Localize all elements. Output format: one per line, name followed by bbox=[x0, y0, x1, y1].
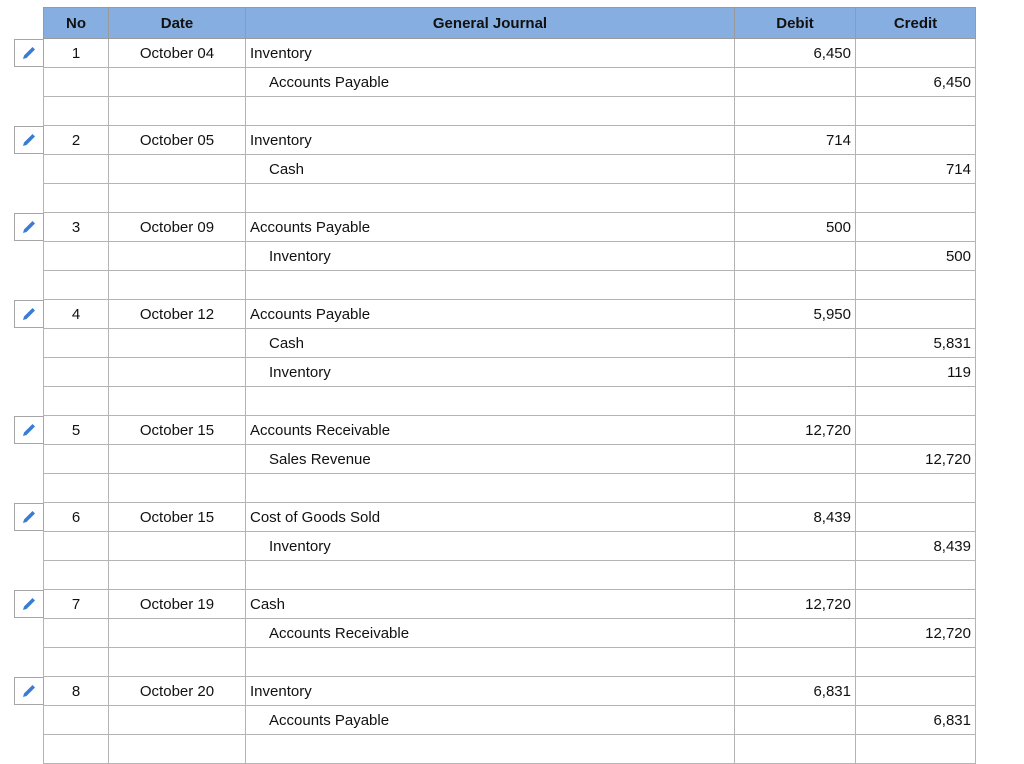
entry-number-cell: 6 bbox=[44, 503, 109, 532]
blank-row bbox=[44, 561, 976, 590]
empty-cell bbox=[735, 735, 856, 764]
entry-number-cell bbox=[44, 329, 109, 358]
blank-row bbox=[44, 387, 976, 416]
journal-row bbox=[44, 445, 976, 474]
debit-account-cell: Inventory bbox=[246, 126, 735, 155]
empty-cell bbox=[735, 561, 856, 590]
credit-amount-cell: 12,720 bbox=[856, 445, 976, 474]
empty-cell bbox=[44, 648, 109, 677]
credit-account-cell: Accounts Receivable bbox=[246, 619, 735, 648]
journal-row bbox=[44, 300, 976, 329]
debit-account-cell: Inventory bbox=[246, 677, 735, 706]
credit-amount-cell bbox=[856, 503, 976, 532]
debit-amount-cell bbox=[735, 68, 856, 97]
empty-cell bbox=[44, 271, 109, 300]
journal-row bbox=[44, 619, 976, 648]
empty-cell bbox=[246, 474, 735, 503]
journal-row bbox=[44, 126, 976, 155]
entry-number-cell bbox=[44, 532, 109, 561]
credit-amount-cell bbox=[856, 213, 976, 242]
journal-row bbox=[44, 155, 976, 184]
entry-date-cell: October 15 bbox=[109, 416, 246, 445]
empty-cell bbox=[735, 648, 856, 677]
empty-cell bbox=[246, 184, 735, 213]
empty-cell bbox=[735, 271, 856, 300]
empty-cell bbox=[109, 561, 246, 590]
empty-cell bbox=[246, 735, 735, 764]
empty-cell bbox=[856, 97, 976, 126]
empty-cell bbox=[109, 184, 246, 213]
entry-date-cell bbox=[109, 445, 246, 474]
entry-number-cell: 3 bbox=[44, 213, 109, 242]
edit-entry-button[interactable] bbox=[14, 300, 44, 328]
entry-date-cell: October 15 bbox=[109, 503, 246, 532]
debit-account-cell: Cost of Goods Sold bbox=[246, 503, 735, 532]
entry-date-cell bbox=[109, 358, 246, 387]
empty-cell bbox=[856, 648, 976, 677]
credit-amount-cell bbox=[856, 677, 976, 706]
empty-cell bbox=[735, 474, 856, 503]
header-row bbox=[44, 8, 976, 39]
debit-amount-cell bbox=[735, 242, 856, 271]
empty-cell bbox=[44, 735, 109, 764]
empty-cell bbox=[735, 387, 856, 416]
credit-account-cell: Cash bbox=[246, 329, 735, 358]
entry-date-cell: October 05 bbox=[109, 126, 246, 155]
empty-cell bbox=[856, 184, 976, 213]
journal-row bbox=[44, 532, 976, 561]
debit-amount-cell: 12,720 bbox=[735, 416, 856, 445]
debit-amount-cell bbox=[735, 155, 856, 184]
credit-amount-cell bbox=[856, 39, 976, 68]
empty-cell bbox=[246, 97, 735, 126]
debit-amount-cell: 5,950 bbox=[735, 300, 856, 329]
blank-row bbox=[44, 97, 976, 126]
debit-account-cell: Accounts Payable bbox=[246, 213, 735, 242]
debit-account-cell: Accounts Receivable bbox=[246, 416, 735, 445]
empty-cell bbox=[246, 648, 735, 677]
entry-number-cell: 7 bbox=[44, 590, 109, 619]
empty-cell bbox=[109, 97, 246, 126]
debit-amount-cell: 714 bbox=[735, 126, 856, 155]
debit-amount-cell bbox=[735, 358, 856, 387]
credit-account-cell: Inventory bbox=[246, 358, 735, 387]
empty-cell bbox=[109, 271, 246, 300]
journal-row bbox=[44, 706, 976, 735]
pencil-icon bbox=[21, 219, 37, 235]
debit-amount-cell: 8,439 bbox=[735, 503, 856, 532]
entry-number-cell: 1 bbox=[44, 39, 109, 68]
entry-date-cell bbox=[109, 532, 246, 561]
entry-date-cell: October 04 bbox=[109, 39, 246, 68]
pencil-icon bbox=[21, 132, 37, 148]
header-no: No bbox=[44, 8, 109, 39]
journal-row bbox=[44, 329, 976, 358]
debit-amount-cell bbox=[735, 532, 856, 561]
credit-account-cell: Accounts Payable bbox=[246, 706, 735, 735]
empty-cell bbox=[109, 387, 246, 416]
general-journal-table bbox=[43, 7, 976, 764]
edit-entry-button[interactable] bbox=[14, 677, 44, 705]
entry-date-cell: October 19 bbox=[109, 590, 246, 619]
journal-row bbox=[44, 677, 976, 706]
empty-cell bbox=[856, 474, 976, 503]
debit-amount-cell bbox=[735, 329, 856, 358]
credit-amount-cell: 500 bbox=[856, 242, 976, 271]
journal-body bbox=[44, 39, 976, 764]
entry-date-cell bbox=[109, 619, 246, 648]
credit-account-cell: Inventory bbox=[246, 242, 735, 271]
credit-amount-cell bbox=[856, 590, 976, 619]
header-credit: Credit bbox=[856, 8, 976, 39]
debit-account-cell: Inventory bbox=[246, 39, 735, 68]
pencil-icon bbox=[21, 45, 37, 61]
edit-entry-button[interactable] bbox=[14, 213, 44, 241]
empty-cell bbox=[856, 561, 976, 590]
credit-account-cell: Accounts Payable bbox=[246, 68, 735, 97]
entry-number-cell bbox=[44, 358, 109, 387]
edit-entry-button[interactable] bbox=[14, 39, 44, 67]
header-debit: Debit bbox=[735, 8, 856, 39]
journal-row bbox=[44, 242, 976, 271]
empty-cell bbox=[44, 184, 109, 213]
journal-row bbox=[44, 358, 976, 387]
credit-amount-cell: 6,450 bbox=[856, 68, 976, 97]
empty-cell bbox=[856, 735, 976, 764]
entry-date-cell bbox=[109, 155, 246, 184]
entry-number-cell bbox=[44, 445, 109, 474]
entry-number-cell bbox=[44, 242, 109, 271]
header-date: Date bbox=[109, 8, 246, 39]
pencil-icon bbox=[21, 683, 37, 699]
empty-cell bbox=[44, 97, 109, 126]
empty-cell bbox=[856, 271, 976, 300]
credit-amount-cell: 119 bbox=[856, 358, 976, 387]
credit-amount-cell: 12,720 bbox=[856, 619, 976, 648]
pencil-icon bbox=[21, 596, 37, 612]
entry-date-cell bbox=[109, 706, 246, 735]
debit-amount-cell: 6,450 bbox=[735, 39, 856, 68]
edit-entry-button[interactable] bbox=[14, 126, 44, 154]
entry-date-cell bbox=[109, 329, 246, 358]
journal-row bbox=[44, 590, 976, 619]
pencil-icon bbox=[21, 422, 37, 438]
debit-amount-cell: 12,720 bbox=[735, 590, 856, 619]
debit-account-cell: Accounts Payable bbox=[246, 300, 735, 329]
pencil-icon bbox=[21, 509, 37, 525]
empty-cell bbox=[44, 561, 109, 590]
empty-cell bbox=[44, 387, 109, 416]
debit-amount-cell bbox=[735, 706, 856, 735]
entry-date-cell: October 20 bbox=[109, 677, 246, 706]
journal-row bbox=[44, 39, 976, 68]
empty-cell bbox=[109, 735, 246, 764]
credit-amount-cell: 714 bbox=[856, 155, 976, 184]
credit-account-cell: Cash bbox=[246, 155, 735, 184]
edit-entry-button[interactable] bbox=[14, 590, 44, 618]
blank-row bbox=[44, 184, 976, 213]
entry-date-cell bbox=[109, 68, 246, 97]
debit-account-cell: Cash bbox=[246, 590, 735, 619]
credit-amount-cell bbox=[856, 416, 976, 445]
empty-cell bbox=[856, 387, 976, 416]
credit-amount-cell bbox=[856, 300, 976, 329]
blank-row bbox=[44, 474, 976, 503]
empty-cell bbox=[44, 474, 109, 503]
journal-row bbox=[44, 68, 976, 97]
empty-cell bbox=[735, 184, 856, 213]
empty-cell bbox=[246, 561, 735, 590]
entry-date-cell: October 09 bbox=[109, 213, 246, 242]
entry-number-cell bbox=[44, 68, 109, 97]
credit-amount-cell: 8,439 bbox=[856, 532, 976, 561]
blank-row bbox=[44, 271, 976, 300]
entry-date-cell bbox=[109, 242, 246, 271]
blank-row bbox=[44, 735, 976, 764]
entry-date-cell: October 12 bbox=[109, 300, 246, 329]
empty-cell bbox=[109, 474, 246, 503]
entry-number-cell bbox=[44, 619, 109, 648]
credit-account-cell: Sales Revenue bbox=[246, 445, 735, 474]
entry-number-cell: 8 bbox=[44, 677, 109, 706]
empty-cell bbox=[109, 648, 246, 677]
empty-cell bbox=[246, 271, 735, 300]
credit-amount-cell bbox=[856, 126, 976, 155]
entry-number-cell: 2 bbox=[44, 126, 109, 155]
entry-number-cell: 5 bbox=[44, 416, 109, 445]
empty-cell bbox=[246, 387, 735, 416]
credit-account-cell: Inventory bbox=[246, 532, 735, 561]
journal-row bbox=[44, 416, 976, 445]
entry-number-cell bbox=[44, 155, 109, 184]
blank-row bbox=[44, 648, 976, 677]
edit-entry-button[interactable] bbox=[14, 416, 44, 444]
empty-cell bbox=[735, 97, 856, 126]
pencil-icon bbox=[21, 306, 37, 322]
debit-amount-cell: 500 bbox=[735, 213, 856, 242]
debit-amount-cell bbox=[735, 619, 856, 648]
debit-amount-cell bbox=[735, 445, 856, 474]
credit-amount-cell: 5,831 bbox=[856, 329, 976, 358]
credit-amount-cell: 6,831 bbox=[856, 706, 976, 735]
header-general-journal: General Journal bbox=[246, 8, 735, 39]
journal-row bbox=[44, 213, 976, 242]
entry-number-cell bbox=[44, 706, 109, 735]
edit-entry-button[interactable] bbox=[14, 503, 44, 531]
entry-number-cell: 4 bbox=[44, 300, 109, 329]
debit-amount-cell: 6,831 bbox=[735, 677, 856, 706]
journal-row bbox=[44, 503, 976, 532]
